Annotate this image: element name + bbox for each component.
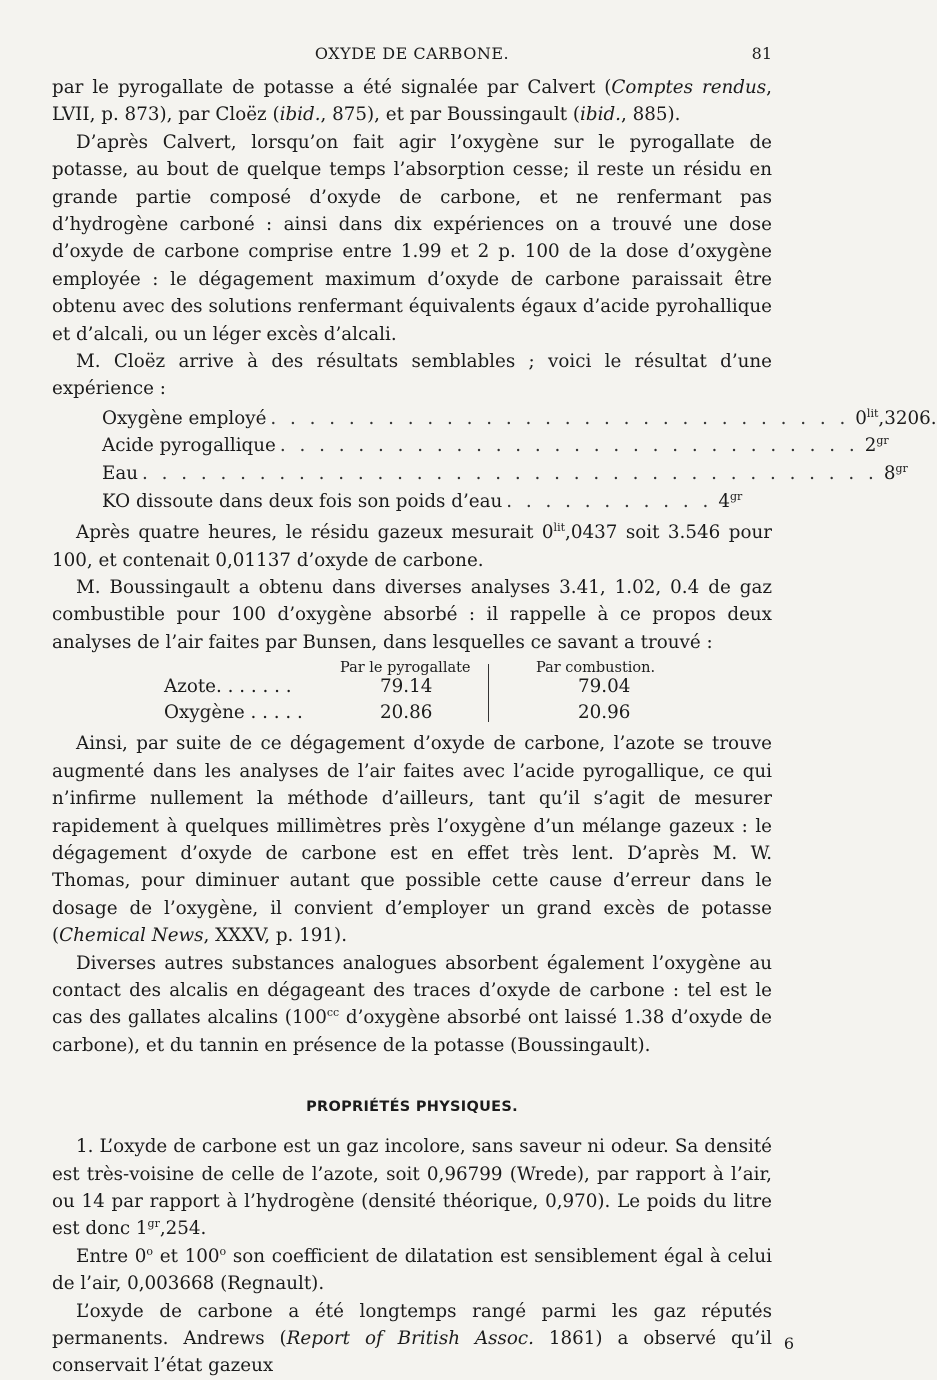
page — [52, 40, 937, 1380]
paragraph-9: Entre 0$^o$ et 100$^o$ son coefficient de dilatation est sensiblement égal à celui de l’air, 0,003668 (Regnault). — [52, 1244, 772, 1295]
section-title: PROPRIÉTÉS PHYSIQUES. — [306, 1099, 518, 1116]
running-title: OXYDE DE CARBONE. — [314, 44, 510, 63]
experiment-row: Oxygène employé . . . . . . . . . . . . . . . . . . . . . . . . . . . . . . $0^{lit},3206$. — [102, 406, 937, 429]
experiment-table — [102, 405, 937, 515]
page-header — [52, 40, 772, 74]
paragraph-5: M. Boussingault a obtenu dans diverses analyses 3.41, 1.02, 0.4 de gaz combustible pour 100 d’oxygène absorbé : il rappelle à ce propos deux analyses de l’air faites par Bunsen, dans lesquelles ce savant a trouvé : — [52, 577, 772, 653]
row-label: Oxygène . . . . . — [164, 702, 303, 724]
paragraph-6: Ainsi, par suite de ce dégagement d’oxyde de carbone, l’azote se trouve augmenté dans les analyses de l’air faites avec l’acide pyrogallique, ce qui n’infirme nullement la méthode d’ailleurs, tant qu’il s’agit de mesurer rapidement à quelques millimètres près l’oxygène d’un mélange gazeux : le dégagement d’oxyde de carbone est en effet très lent. D’après M. W. Thomas, pour diminuer autant que possible cette cause d’erreur dans le dosage de l’oxygène, il convient d’employer un grand excès de potasse (Chemical News, XXXV, p. 191). — [52, 733, 772, 947]
paragraph-2: D’après Calvert, lorsqu’on fait agir l’oxygène sur le pyrogallate de potasse, au bout de quelque temps l’absorption cesse; il reste un résidu en grande partie composé d’oxyde de carbone, et ne renfermant pas d’hydrogène carboné : ainsi dans dix expériences on a trouvé une dose d’oxyde de carbone comprise entre 1.99 et 2 p. 100 de la dose d’oxygène employée : le dégagement maximum d’oxyde de carbone paraissait être obtenu avec des solutions renfermant équivalents égaux d’acide pyrohallique et d’alcali, ou un léger excès d’alcali. — [52, 131, 772, 345]
paragraph-4: Après quatre heures, le résidu gazeux mesurait $0^{lit},0437$ soit 3.546 pour 100, et contenait 0,01137 d’oxyde de carbone. — [52, 521, 772, 571]
experiment-row: KO dissoute dans deux fois son poids d’eau . . . . . . . . . . . $4^{gr}$ — [102, 489, 743, 512]
comparison-table — [52, 660, 772, 724]
cell-value: 20.86 — [380, 702, 433, 724]
column-header: Par le pyrogallate — [340, 660, 471, 677]
paragraph-3: M. Cloëz arrive à des résultats semblables ; voici le résultat d’une expérience : — [52, 351, 772, 400]
paragraph-7: Diverses autres substances analogues absorbent également l’oxygène au contact des alcalis en dégageant des traces d’oxyde de carbone : tel est le cas des gallates alcalins ($100^{cc}$ d’oxygène absorbé ont laissé 1.38 d’oxyde de carbone), et du tannin en présence de la potasse (Boussingault). — [52, 952, 772, 1056]
cell-value: 79.04 — [578, 676, 631, 698]
signature-mark: 6 — [783, 1334, 794, 1353]
column-header: Par combustion. — [536, 660, 656, 677]
column-divider — [488, 664, 489, 722]
paragraph-10: L’oxyde de carbone a été longtemps rangé parmi les gaz réputés permanents. Andrews (Report of British Assoc. 1861) a observé qu’il conservait l’état gazeux — [52, 1300, 772, 1377]
row-label: Azote. . . . . . . — [164, 676, 292, 698]
page-number: 81 — [751, 44, 772, 63]
paragraph-1: par le pyrogallate de potasse a été signalée par Calvert (Comptes rendus, LVII, p. 873), par Cloëz (ibid., 875), et par Boussingault (ibid., 885). — [52, 77, 772, 126]
cell-value: 20.96 — [578, 702, 631, 724]
experiment-row: Eau . . . . . . . . . . . . . . . . . . . . . . . . . . . . . . . . . . . . . . $8^{gr}$ — [102, 462, 908, 485]
paragraph-8: 1. L’oxyde de carbone est un gaz incolore, sans saveur ni odeur. Sa densité est très-voisine de celle de l’azote, soit 0,96799 (Wrede), par rapport à l’air, ou 14 par rapport à l’hydrogène (densité théorique, 0,970). Le poids du litre est donc $1^{gr},254$. — [52, 1136, 772, 1240]
experiment-row: Acide pyrogallique . . . . . . . . . . . . . . . . . . . . . . . . . . . . . . $2^{gr}$ — [102, 434, 889, 457]
cell-value: 79.14 — [380, 676, 433, 698]
